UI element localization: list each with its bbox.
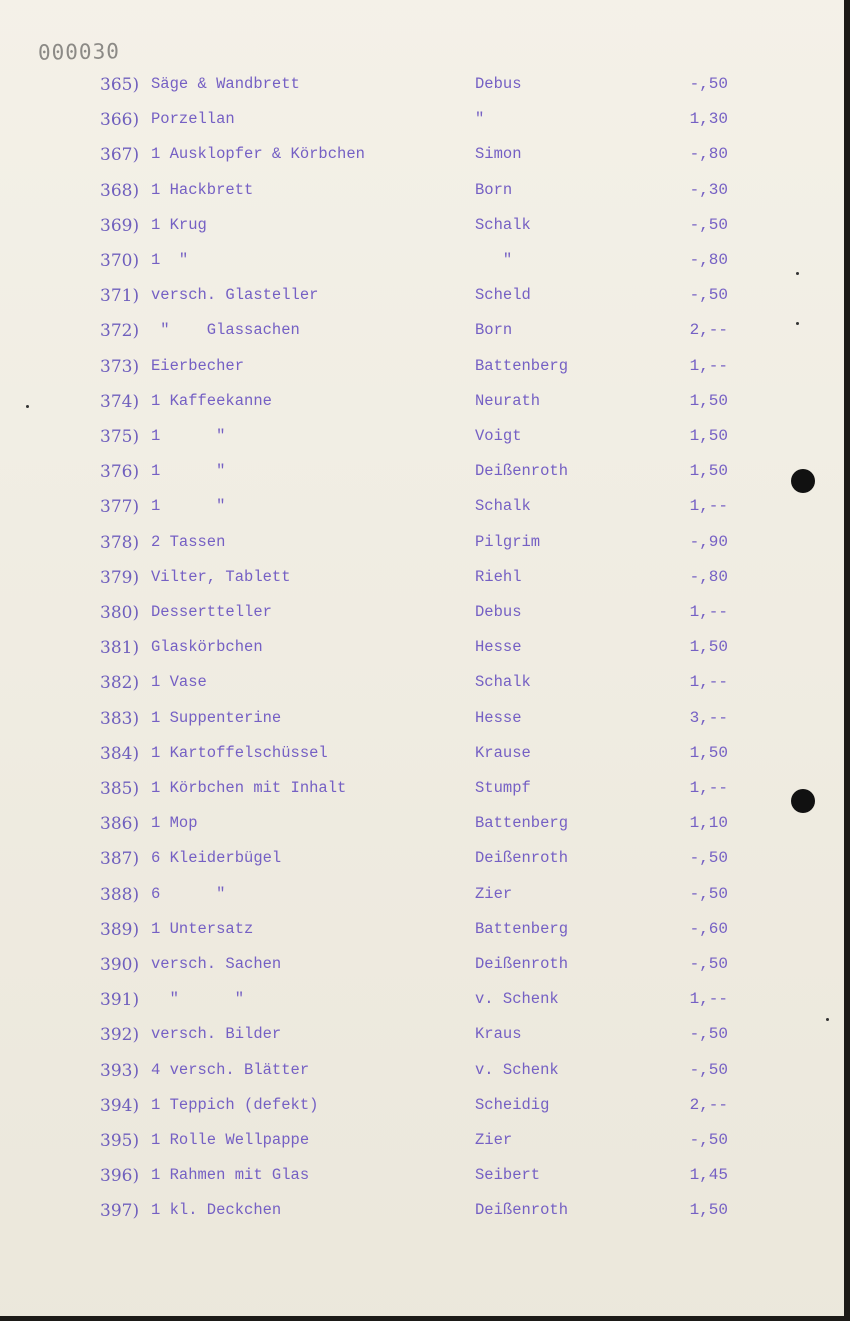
buyer-name: Deißenroth: [475, 1201, 569, 1220]
list-row: [0, 357, 844, 385]
punch-hole: [791, 789, 815, 813]
item-price: 3,--: [689, 708, 728, 727]
item-number: 385): [100, 779, 140, 799]
item-number: 369): [100, 215, 140, 236]
list-row: [0, 145, 844, 173]
list-row: [0, 603, 844, 631]
buyer-name: Riehl: [475, 567, 522, 586]
item-price: -,50: [689, 75, 728, 93]
paper-speck: [796, 272, 799, 275]
item-description: 1 kl. Deckchen: [151, 1201, 282, 1220]
item-price: 1,--: [689, 779, 728, 797]
buyer-name: ": [475, 110, 485, 129]
item-description: 1 Hackbrett: [151, 180, 254, 199]
list-row: [0, 1061, 844, 1089]
item-price: 2,--: [689, 1095, 728, 1114]
item-price: 1,50: [689, 743, 728, 762]
list-row: [0, 1025, 844, 1053]
list-row: [0, 1096, 844, 1124]
item-description: 1 Mop: [151, 814, 198, 833]
item-price: -,50: [689, 884, 728, 903]
item-price: -,60: [689, 919, 728, 938]
list-row: [0, 181, 844, 209]
item-number: 381): [100, 638, 140, 659]
item-description: 1 Ausklopfer & Körbchen: [151, 145, 365, 164]
item-price: -,50: [689, 849, 728, 868]
buyer-name: Deißenroth: [475, 849, 569, 868]
list-row: [0, 427, 844, 455]
list-row: [0, 533, 844, 561]
list-row: [0, 1201, 844, 1229]
item-number: 392): [100, 1025, 140, 1046]
list-row: [0, 920, 844, 948]
item-number: 389): [100, 919, 140, 940]
buyer-name: Scheidig: [475, 1095, 550, 1114]
item-description: 1 Kaffeekanne: [151, 391, 272, 410]
list-row: [0, 568, 844, 596]
item-description: 1 Vase: [151, 673, 207, 692]
item-price: -,50: [689, 286, 728, 305]
item-price: -,50: [689, 955, 728, 973]
item-price: 1,45: [689, 1166, 728, 1185]
item-price: 1,--: [689, 990, 728, 1009]
item-number: 386): [100, 814, 140, 835]
item-price: 1,30: [689, 110, 728, 129]
list-row: [0, 779, 844, 807]
punch-hole: [791, 469, 815, 493]
item-price: -,80: [689, 567, 728, 586]
item-description: 1 ": [151, 497, 226, 516]
item-number: 366): [100, 110, 140, 131]
item-description: Dessertteller: [151, 603, 272, 621]
list-row: [0, 638, 844, 666]
buyer-name: Born: [475, 180, 513, 199]
buyer-name: Battenberg: [475, 919, 569, 938]
list-row: [0, 849, 844, 877]
item-number: 371): [100, 286, 140, 307]
item-description: versch. Bilder: [151, 1025, 282, 1044]
buyer-name: Born: [475, 321, 513, 340]
item-number: 396): [100, 1166, 140, 1187]
item-number: 379): [100, 567, 140, 588]
item-price: -,80: [689, 251, 728, 269]
item-price: 2,--: [689, 321, 728, 340]
item-price: -,50: [689, 1131, 728, 1149]
buyer-name: Scheld: [475, 286, 531, 305]
list-row: [0, 286, 844, 314]
buyer-name: Battenberg: [475, 356, 569, 375]
list-row: [0, 497, 844, 525]
item-description: versch. Sachen: [151, 955, 282, 973]
list-row: [0, 709, 844, 737]
item-number: 390): [100, 955, 140, 975]
item-number: 372): [100, 321, 140, 342]
item-number: 367): [100, 145, 140, 166]
item-description: 1 Suppenterine: [151, 708, 282, 727]
item-description: Säge & Wandbrett: [151, 75, 300, 93]
item-price: -,50: [689, 215, 728, 234]
item-description: 2 Tassen: [151, 532, 226, 551]
buyer-name: Debus: [475, 75, 522, 93]
item-description: 1 Untersatz: [151, 919, 254, 938]
item-price: 1,50: [689, 638, 728, 657]
item-number: 376): [100, 462, 140, 483]
item-description: 6 Kleiderbügel: [151, 849, 282, 868]
buyer-name: Zier: [475, 1131, 513, 1149]
item-number: 384): [100, 743, 140, 764]
item-number: 373): [100, 356, 140, 377]
list-row: [0, 955, 844, 983]
item-number: 374): [100, 391, 140, 412]
list-row: [0, 744, 844, 772]
buyer-name: Debus: [475, 603, 522, 621]
item-price: 1,10: [689, 814, 728, 833]
item-price: 1,--: [689, 356, 728, 375]
item-description: Porzellan: [151, 110, 235, 129]
item-description: 4 versch. Blätter: [151, 1060, 310, 1079]
paper-speck: [826, 1018, 829, 1021]
buyer-name: Hesse: [475, 708, 522, 727]
item-description: " Glassachen: [151, 321, 300, 340]
item-description: 1 Rahmen mit Glas: [151, 1166, 310, 1185]
list-row: [0, 75, 844, 103]
item-price: -,90: [689, 532, 728, 551]
item-description: Glaskörbchen: [151, 638, 263, 657]
list-row: [0, 392, 844, 420]
item-price: -,30: [689, 180, 728, 199]
item-price: 1,50: [689, 462, 728, 481]
buyer-name: Seibert: [475, 1166, 541, 1185]
item-price: 1,--: [689, 603, 728, 621]
archive-stamp-number: 000030: [37, 39, 121, 65]
item-number: 383): [100, 708, 140, 729]
item-description: 6 ": [151, 884, 226, 903]
buyer-name: Stumpf: [475, 779, 531, 797]
list-row: [0, 321, 844, 349]
item-description: 1 ": [151, 251, 189, 269]
list-row: [0, 110, 844, 138]
item-price: -,50: [689, 1025, 728, 1044]
item-price: 1,--: [689, 497, 728, 516]
item-number: 394): [100, 1095, 140, 1116]
item-price: 1,--: [689, 673, 728, 692]
item-description: 1 Kartoffelschüssel: [151, 743, 328, 762]
buyer-name: Voigt: [475, 427, 522, 445]
buyer-name: Battenberg: [475, 814, 569, 833]
list-row: [0, 814, 844, 842]
item-number: 393): [100, 1060, 140, 1081]
buyer-name: Schalk: [475, 497, 531, 516]
item-number: 397): [100, 1201, 140, 1222]
item-number: 380): [100, 603, 140, 623]
buyer-name: Kraus: [475, 1025, 522, 1044]
buyer-name: Zier: [475, 884, 513, 903]
item-description: " ": [151, 990, 245, 1009]
buyer-name: ": [475, 251, 513, 269]
item-description: 1 Körbchen mit Inhalt: [151, 779, 347, 797]
buyer-name: Deißenroth: [475, 955, 569, 973]
item-price: 1,50: [689, 391, 728, 410]
paper-speck: [26, 405, 29, 408]
item-description: Eierbecher: [151, 356, 245, 375]
buyer-name: Simon: [475, 145, 522, 164]
item-number: 377): [100, 497, 140, 518]
list-row: [0, 673, 844, 701]
list-row: [0, 251, 844, 279]
list-row: [0, 885, 844, 913]
item-description: versch. Glasteller: [151, 286, 319, 305]
item-price: -,80: [689, 145, 728, 164]
item-number: 395): [100, 1131, 140, 1151]
buyer-name: Schalk: [475, 673, 531, 692]
item-description: 1 ": [151, 462, 226, 481]
buyer-name: Neurath: [475, 391, 541, 410]
item-number: 365): [100, 75, 140, 95]
buyer-name: Pilgrim: [475, 532, 541, 551]
item-price: 1,50: [689, 427, 728, 445]
item-description: 1 Teppich (defekt): [151, 1095, 319, 1114]
buyer-name: Krause: [475, 743, 531, 762]
list-row: [0, 1166, 844, 1194]
item-description: 1 ": [151, 427, 226, 445]
item-number: 388): [100, 884, 140, 905]
item-number: 370): [100, 251, 140, 271]
item-number: 378): [100, 532, 140, 553]
buyer-name: v. Schenk: [475, 1060, 559, 1079]
item-number: 387): [100, 849, 140, 870]
item-number: 382): [100, 673, 140, 694]
item-description: Vilter, Tablett: [151, 567, 291, 586]
buyer-name: Schalk: [475, 215, 531, 234]
item-description: 1 Krug: [151, 215, 207, 234]
item-description: 1 Rolle Wellpappe: [151, 1131, 310, 1149]
buyer-name: Hesse: [475, 638, 522, 657]
item-number: 368): [100, 180, 140, 201]
item-number: 375): [100, 427, 140, 447]
item-price: -,50: [689, 1060, 728, 1079]
list-row: [0, 216, 844, 244]
item-price: 1,50: [689, 1201, 728, 1220]
list-row: [0, 990, 844, 1018]
buyer-name: v. Schenk: [475, 990, 559, 1009]
buyer-name: Deißenroth: [475, 462, 569, 481]
item-number: 391): [100, 990, 140, 1011]
list-row: [0, 1131, 844, 1159]
paper-speck: [796, 322, 799, 325]
list-row: [0, 462, 844, 490]
